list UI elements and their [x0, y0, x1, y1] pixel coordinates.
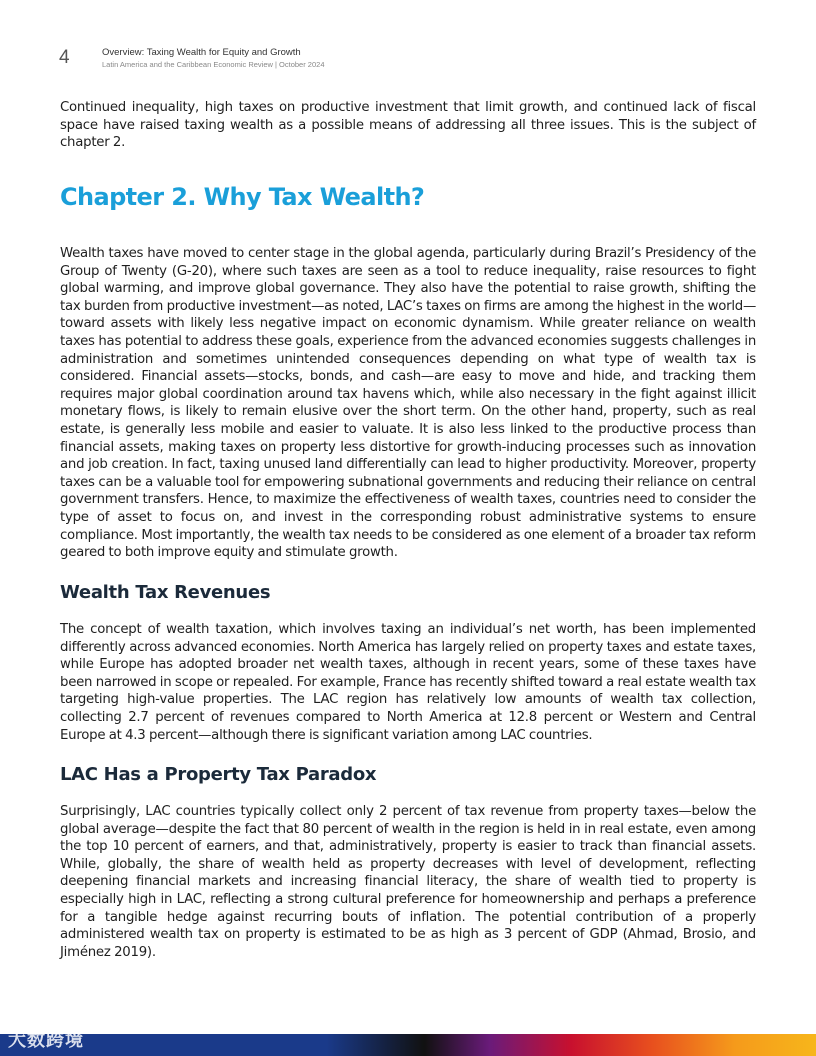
footer-color-bar: [0, 1034, 816, 1056]
property-tax-paradox-paragraph: Surprisingly, LAC countries typically collect only 2 percent of tax revenue from property taxes—below the global average—despite the fact that 80 percent of wealth in the region is held in in real estate, even among the top 10 percent of earners, and that, administratively, property is easier to track than financial assets. While, globally, the share of wealth held as property decreases with level of development, reflecting deepening financial markets and increasing financial literacy, the share of wealth tied to property is especially high in LAC, reflecting a strong cultural preference for homeownership and perhaps a preference for a tangible hedge against recurring bouts of inflation. The potential contribution of a properly administered wealth tax on property is estimated to be as high as 3 percent of GDP (Ahmad, Brosio, and Jiménez 2019).: [60, 804, 756, 960]
intro-paragraph: Continued inequality, high taxes on productive investment that limit growth, and continued lack of fiscal space have raised taxing wealth as a possible means of addressing all three issues. This is the subject of chapter 2.: [60, 100, 756, 151]
chapter-paragraph: Wealth taxes have moved to center stage in the global agenda, particularly during Brazil’s Presidency of the Group of Twenty (G-20), where such taxes are seen as a tool to reduce inequality, raise resources to fight global warming, and improve global governance. They also have the potential to raise growth, shifting the tax burden from productive investment—as noted, LAC’s taxes on firms are among the highest in the world—toward assets with likely less negative impact on economic dynamism. While greater reliance on wealth taxes has potential to address these goals, experience from the advanced economies suggests challenges in administration and sometimes unintended consequences depending on what type of wealth tax is considered. Financial assets—stocks, bonds, and cash—are easy to move and hide, and tracking them requires major global coordination around tax havens which, while also necessary in the fight against illicit monetary flows, is likely to remain elusive over the short term. On the other hand, property, such as real estate, is generally less mobile and easier to valuate. It is also less linked to the productive process than financial assets, making taxes on property less distortive for growth-inducing processes such as innovation and job creation. In fact, taxing unused land differentially can lead to higher productivity. Moreover, property taxes can be a valuable tool for empowering subnational governments and reducing their reliance on central government transfers. Hence, to maximize the effectiveness of wealth taxes, countries need to consider the type of asset to focus on, and invest in the corresponding robust administrative systems to ensure compliance. Most importantly, the wealth tax needs to be considered as one element of a broader tax reform geared to both improve equity and stimulate growth.: [60, 246, 756, 561]
section-title-wealth-tax-revenues: Wealth Tax Revenues: [60, 582, 271, 603]
chapter-title: Chapter 2. Why Tax Wealth?: [60, 183, 425, 211]
wealth-tax-revenues-paragraph: The concept of wealth taxation, which involves taxing an individual’s net worth, has been implemented differently across advanced economies. North America has largely relied on property taxes and estate taxes, while Europe has adopted broader net wealth taxes, although in recent years, some of these taxes have been narrowed in scope or repealed. For example, France has recently shifted toward a real estate wealth tax targeting high-value properties. The LAC region has relatively low amounts of wealth tax collection, collecting 2.7 percent of revenues compared to North America at 12.8 percent or Western and Central Europe at 4.3 percent—although there is significant variation among LAC countries.: [60, 622, 756, 743]
section-title-property-tax-paradox: LAC Has a Property Tax Paradox: [60, 764, 377, 785]
running-header: [102, 47, 325, 71]
running-header-title: Overview: Taxing Wealth for Equity and Growth: [102, 47, 301, 58]
page-number: 4: [59, 47, 70, 68]
watermark-logo: 大数跨境: [8, 1030, 84, 1051]
running-header-subtitle: Latin America and the Caribbean Economic Review | October 2024: [102, 60, 325, 69]
